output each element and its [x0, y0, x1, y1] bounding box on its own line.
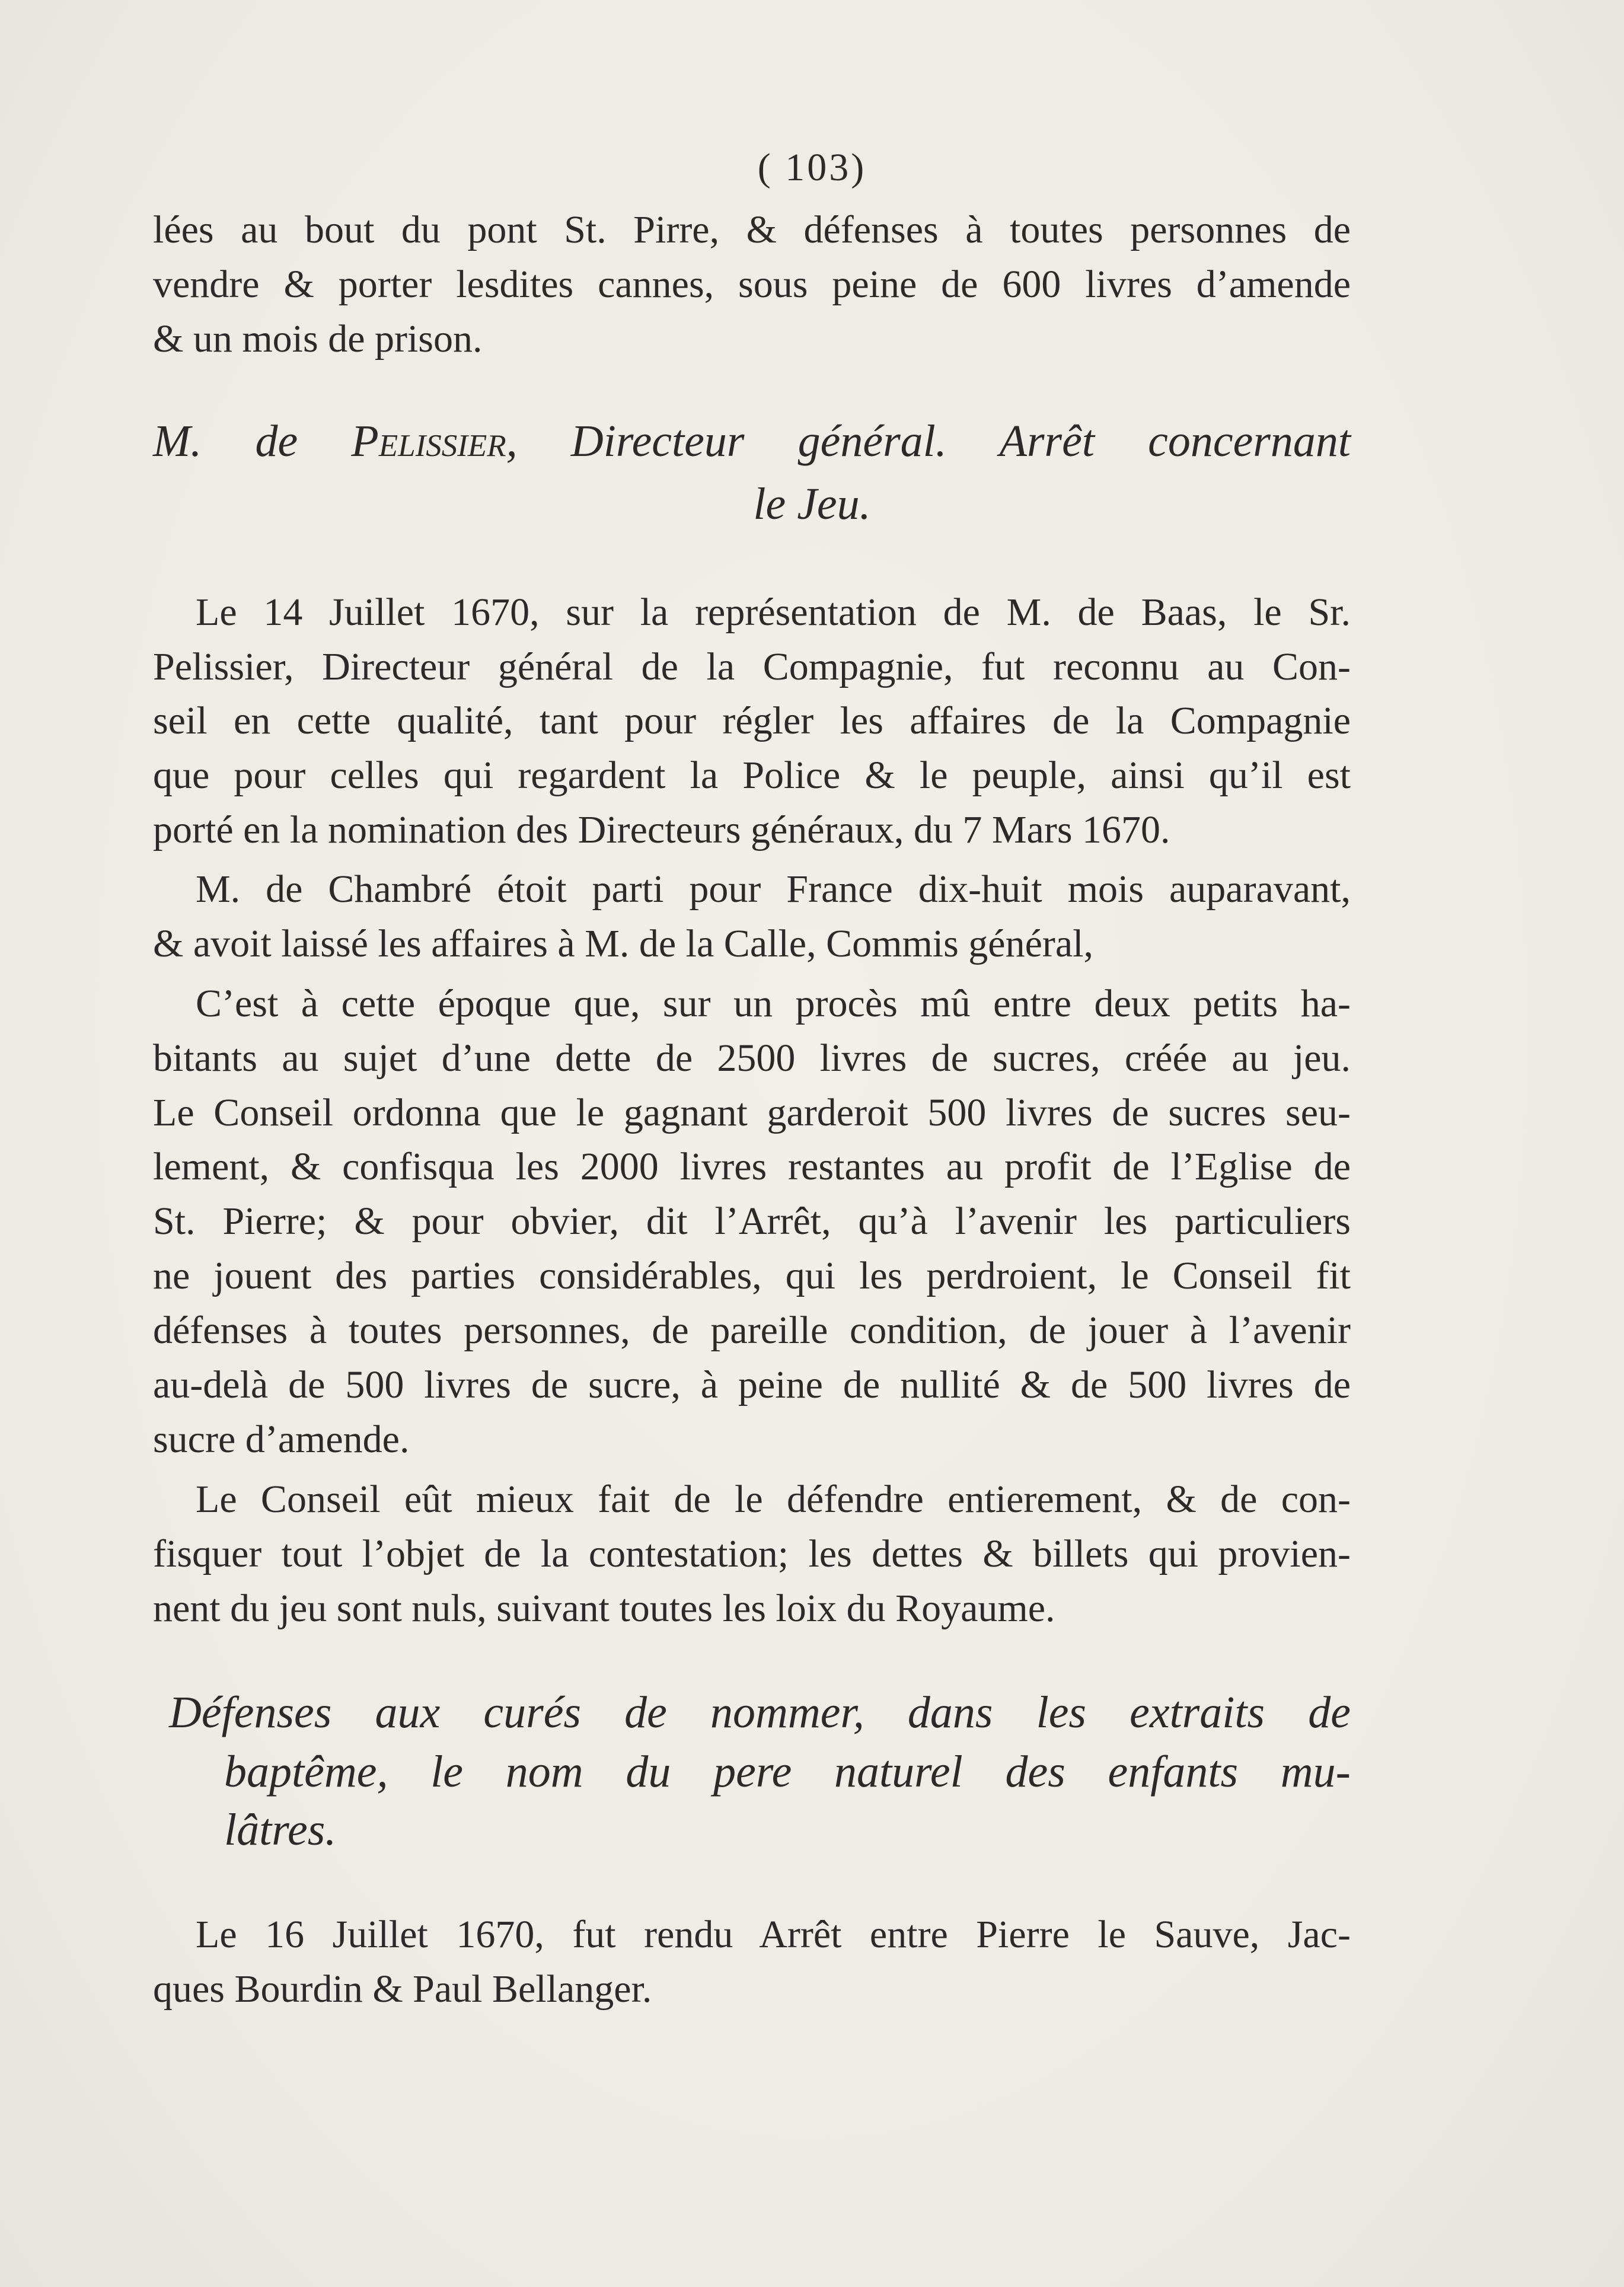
text-line: Le 16 Juillet 1670, fut rendu Arrêt entre Pierre le Sauve, Jac- — [196, 1913, 1351, 1956]
text-line: seil en cette qualité, tant pour régler les affaires de la Compagnie — [153, 699, 1351, 742]
text-line: M. de Chambré étoit parti pour France dix-huit mois auparavant, — [196, 867, 1351, 911]
text-line: & avoit laissé les affaires à M. de la Calle, Commis général, — [153, 922, 1093, 965]
section-heading: baptême, le nom du pere naturel des enfants mu- — [224, 1747, 1351, 1797]
text-line: Le Conseil eût mieux fait de le défendre entierement, & de con- — [196, 1478, 1351, 1521]
section-heading-line-2: le Jeu. — [753, 479, 871, 529]
text-line: lement, & confisqua les 2000 livres restantes au profit de l’Eglise de — [153, 1145, 1351, 1188]
text-line: défenses à toutes personnes, de pareille condition, de jouer à l’avenir — [153, 1309, 1351, 1352]
text-line: lées au bout du pont St. Pirre, & défenses à toutes personnes de — [153, 208, 1351, 251]
text-line: ques Bourdin & Paul Bellanger. — [153, 1967, 652, 2011]
text-line: sucre d’amende. — [153, 1418, 410, 1461]
text-line: C’est à cette époque que, sur un procès mû entre deux petits ha- — [196, 982, 1351, 1025]
section-heading: lâtres. — [224, 1805, 337, 1855]
text-line: ne jouent des parties considérables, qui les perdroient, le Conseil fit — [153, 1254, 1351, 1297]
text-line: porté en la nomination des Directeurs généraux, du 7 Mars 1670. — [153, 808, 1170, 851]
heading-part: M. de — [153, 416, 352, 466]
text-line: & un mois de prison. — [153, 317, 483, 361]
text-line: bitants au sujet d’une dette de 2500 livres de sucres, créée au jeu. — [153, 1036, 1351, 1080]
text-line: Pelissier, Directeur général de la Compagnie, fut reconnu au Con- — [153, 645, 1351, 688]
section-heading: Défenses aux curés de nommer, dans les extraits de — [169, 1688, 1351, 1737]
heading-name: Pelissier — [351, 416, 506, 466]
text-line: nent du jeu sont nuls, suivant toutes les loix du Royaume. — [153, 1587, 1055, 1630]
text-line: au-delà de 500 livres de sucre, à peine de nullité & de 500 livres de — [153, 1363, 1351, 1406]
page-number: ( 103) — [757, 146, 867, 189]
text-line: Le 14 Juillet 1670, sur la représentation de M. de Baas, le Sr. — [196, 591, 1351, 634]
text-line: Le Conseil ordonna que le gagnant garderoit 500 livres de sucres seu- — [153, 1091, 1351, 1134]
text-line: St. Pierre; & pour obvier, dit l’Arrêt, qu’à l’avenir les particuliers — [153, 1200, 1351, 1243]
text-line: vendre & porter lesdites cannes, sous peine de 600 livres d’amende — [153, 263, 1351, 306]
text-line: fisquer tout l’objet de la contestation; les dettes & billets qui provien- — [153, 1532, 1351, 1575]
heading-part: , Directeur général. Arrêt concernant — [506, 416, 1351, 466]
text-line: que pour celles qui regardent la Police & le peuple, ainsi qu’il est — [153, 754, 1351, 797]
section-heading — [153, 416, 1351, 466]
